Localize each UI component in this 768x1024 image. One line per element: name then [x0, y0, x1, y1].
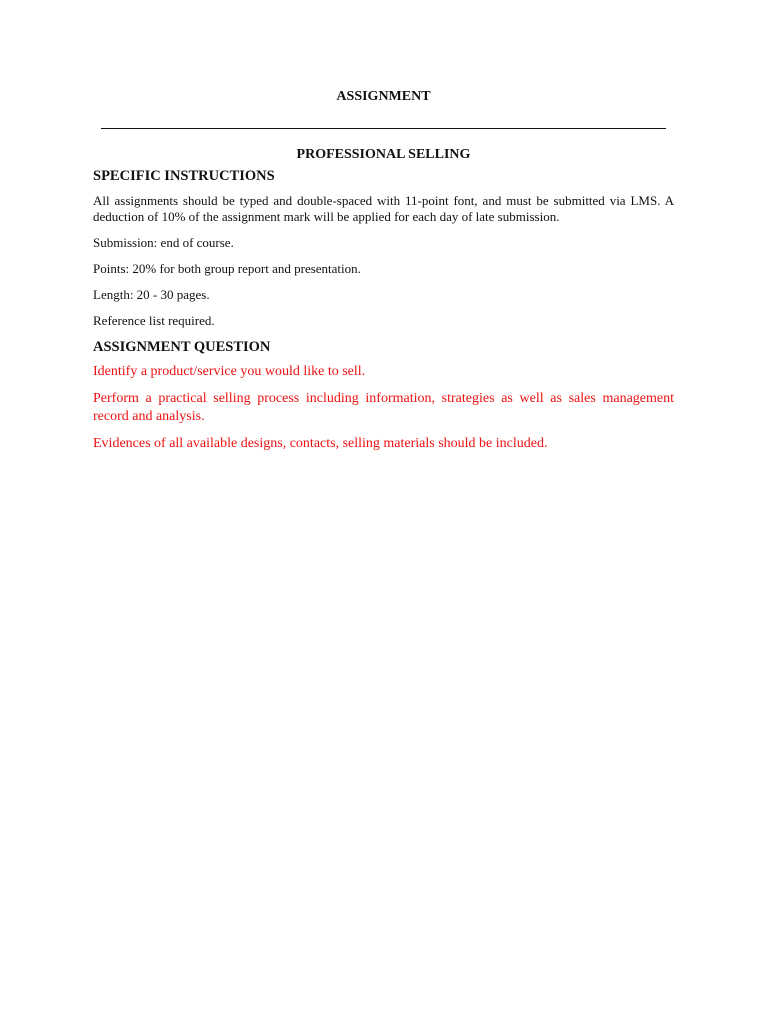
length-line: Length: 20 - 30 pages.: [93, 287, 210, 302]
submission-line: Submission: end of course.: [93, 235, 234, 250]
question-heading: ASSIGNMENT QUESTION: [93, 339, 271, 355]
question-evidences: Evidences of all available designs, contacts, selling materials should be included.: [93, 436, 548, 451]
points-line: Points: 20% for both group report and presentation.: [93, 261, 361, 276]
instructions-paragraph: All assignments should be typed and double-spaced with 11-point font, and must be submitted via LMS. A deduction of 10% of the assignment mark will be applied for each day of late submission.: [93, 193, 674, 224]
document-title: ASSIGNMENT: [336, 89, 431, 104]
course-title: PROFESSIONAL SELLING: [296, 147, 471, 162]
question-identify: Identify a product/service you would like to sell.: [93, 364, 366, 379]
instructions-heading: SPECIFIC INSTRUCTIONS: [93, 168, 275, 184]
question-perform: Perform a practical selling process including information, strategies as well as sales management record and analysis.: [93, 391, 674, 424]
reference-line: Reference list required.: [93, 313, 215, 328]
document-page: [93, 88, 674, 453]
title-divider: [101, 128, 666, 129]
